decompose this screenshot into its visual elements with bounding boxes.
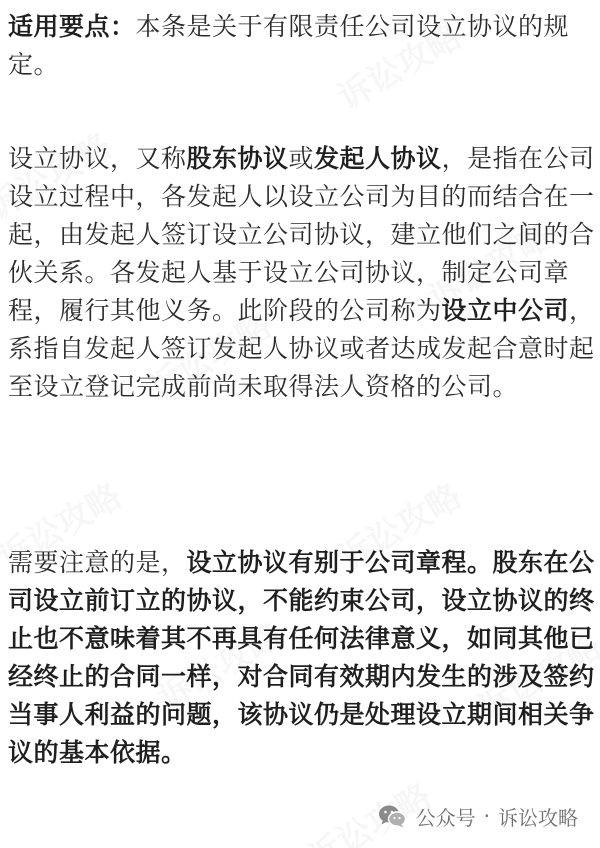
paragraph-note — [8, 544, 596, 772]
footer-label: 公众号 — [415, 805, 476, 830]
bold-emphasis: 设立协议有别于公司章程。股东在公司设立前订立的协议，不能约束公司，设立协议的终止也不意味着其不再具有任何法律意义，如同其他已经终止的合同一样，对合同有效期内发生的涉及签约当事人利益的问题，该协议仍是处理设立期间相关争议的基本依据。 — [8, 548, 595, 767]
paragraph-definition — [8, 140, 596, 406]
paragraph-text: ，系指自发起人签订发起人协议或者达成发起合意时起至设立登记完成前尚未取得法人资格的公司。 — [8, 296, 595, 401]
footer-account-name: 诉讼攻略 — [498, 805, 578, 830]
footer-separator: · — [483, 804, 490, 828]
paragraph-text: 设立协议，又称 — [8, 144, 187, 173]
paragraph-text: 本条是关于有限责任公司设立协议的规定。 — [8, 12, 570, 79]
wechat-icon — [378, 804, 406, 828]
paragraph-text: 或 — [288, 144, 315, 173]
bold-term: 股东协议 — [186, 144, 289, 173]
bold-lead-label: 适用要点： — [8, 12, 136, 41]
bold-term: 设立中公司 — [441, 296, 570, 325]
bold-term: 发起人协议 — [314, 144, 442, 173]
paragraph-text: ，是指在公司设立过程中，各发起人以设立公司为目的而结合在一起，由发起人签订设立公司协议，建立他们之间的合伙关系。各发起人基于设立公司协议，制定公司章程，履行其他义务。此阶段的公司称为 — [8, 144, 595, 325]
paragraph-applicable-points — [8, 8, 596, 84]
paragraph-text: 需要注意的是， — [8, 548, 187, 577]
wechat-account-footer[interactable] — [378, 799, 578, 833]
